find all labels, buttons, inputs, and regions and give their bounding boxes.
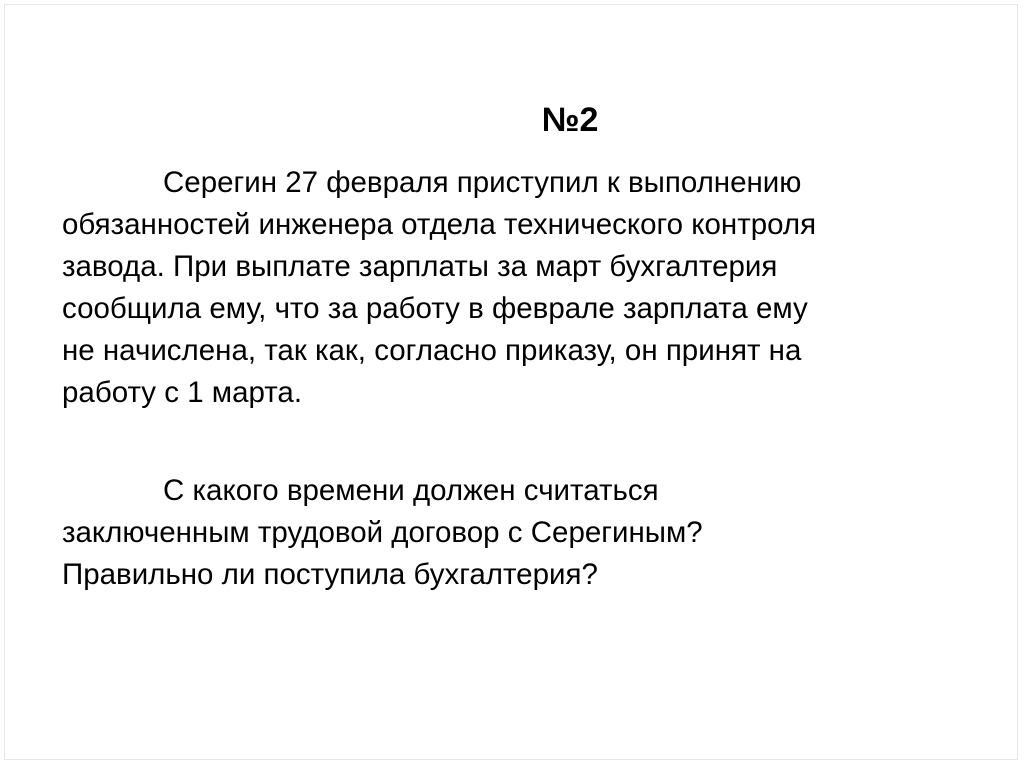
task-question-paragraph (62, 470, 952, 596)
paragraph-line: завода. При выплате зарплаты за март бухгалтерия (62, 250, 778, 283)
slide-title: №2 (541, 101, 599, 139)
paragraph-line: обязанностей инженера отдела технического контроля (62, 208, 817, 241)
task-description-paragraph (62, 162, 952, 414)
paragraph-line: Правильно ли поступила бухгалтерия? (62, 558, 598, 591)
paragraph-line: С какого времени должен считаться (163, 474, 659, 507)
paragraph-line: сообщила ему, что за работу в феврале зарплата ему (62, 292, 808, 325)
paragraph-line: не начислена, так как, согласно приказу, он принят на (62, 334, 802, 367)
paragraph-line: Серегин 27 февраля приступил к выполнению (163, 166, 802, 199)
paragraph-line: работу с 1 марта. (62, 376, 303, 409)
paragraph-line: заключенным трудовой договор с Серегиным? (62, 516, 703, 549)
